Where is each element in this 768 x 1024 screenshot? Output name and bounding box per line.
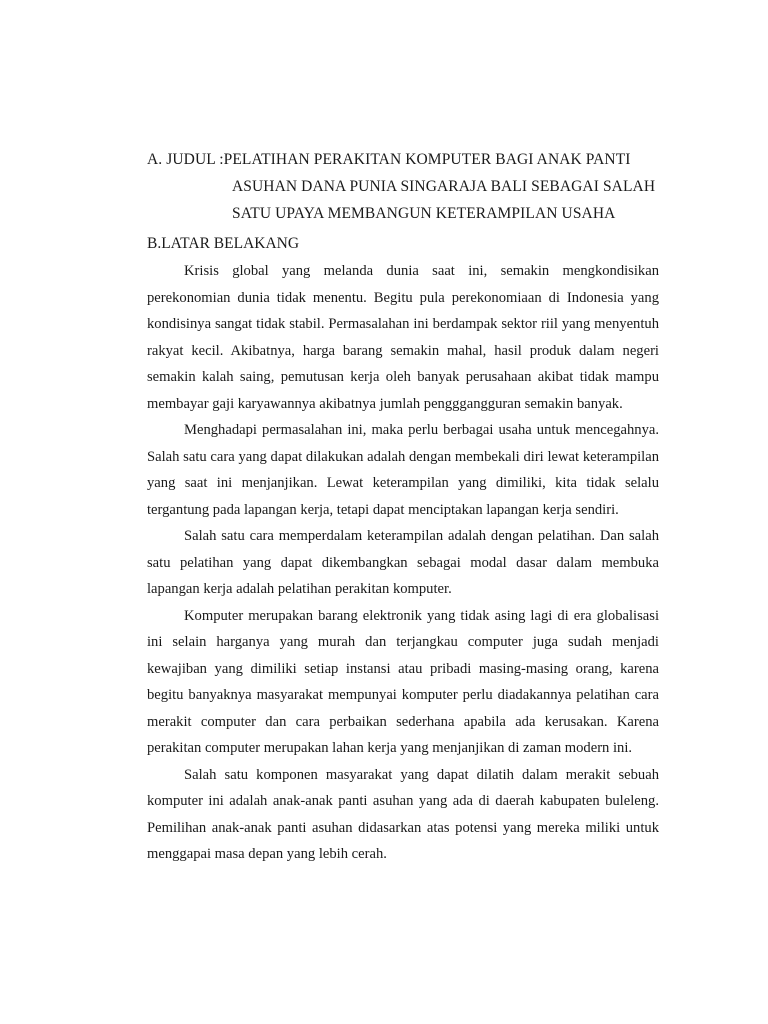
paragraph-1: Krisis global yang melanda dunia saat ini, semakin mengkondisikan perekonomian dunia tidak menentu. Begitu pula perekonomiaan di Indonesia yang kondisinya sangat tidak stabil. Permasalahan ini berdampak sektor riil yang menyentuh rakyat kecil. Akibatnya, harga barang semakin mahal, hasil produk dalam negeri semakin kalah saing, pemutusan kerja oleh banyak perusahaan akibat tidak mampu membayar gaji karyawannya akibatnya jumlah pengggangguran semakin banyak. — [147, 263, 659, 412]
section-heading: B.LATAR BELAKANG — [147, 235, 300, 252]
title-text-line-3: SATU UPAYA MEMBANGUN KETERAMPILAN USAHA — [232, 205, 616, 222]
title-text-line-1: PELATIHAN PERAKITAN KOMPUTER BAGI ANAK PANTI — [223, 151, 631, 168]
paragraph-2: Menghadapi permasalahan ini, maka perlu berbagai usaha untuk mencegahnya. Salah satu cara yang dapat dilakukan adalah dengan membekali diri lewat keterampilan yang saat ini menjanjikan. Lewat keterampilan yang dimiliki, kita tidak selalu tergantung pada lapangan kerja, tetapi dapat menciptakan lapangan kerja sendiri. — [147, 422, 659, 518]
document-title — [147, 146, 667, 227]
paragraph-4: Komputer merupakan barang elektronik yang tidak asing lagi di era globalisasi ini selain harganya yang murah dan terjangkau computer juga sudah menjadi kewajiban yang dimiliki setiap instansi atau pribadi masing-masing orang, karena begitu banyaknya masyarakat mempunyai komputer perlu diadakannya pelatihan cara merakit computer dan cara perbaikan sederhana apabila ada kerusakan. Karena perakitan computer merupakan lahan kerja yang menjanjikan di zaman modern ini. — [147, 607, 659, 756]
document-body — [147, 258, 659, 868]
title-text-line-2: ASUHAN DANA PUNIA SINGARAJA BALI SEBAGAI SALAH — [232, 178, 656, 195]
title-label: A. JUDUL : — [147, 151, 224, 168]
paragraph-5: Salah satu komponen masyarakat yang dapat dilatih dalam merakit sebuah komputer ini adalah anak-anak panti asuhan yang ada di daerah kabupaten buleleng. Pemilihan anak-anak panti asuhan didasarkan atas potensi yang mereka miliki untuk menggapai masa depan yang lebih cerah. — [147, 766, 659, 862]
paragraph-3: Salah satu cara memperdalam keterampilan adalah dengan pelatihan. Dan salah satu pelatihan yang dapat dikembangkan sebagai modal dasar dalam membuka lapangan kerja adalah pelatihan perakitan komputer. — [147, 528, 659, 597]
title-line-1 — [147, 146, 667, 173]
